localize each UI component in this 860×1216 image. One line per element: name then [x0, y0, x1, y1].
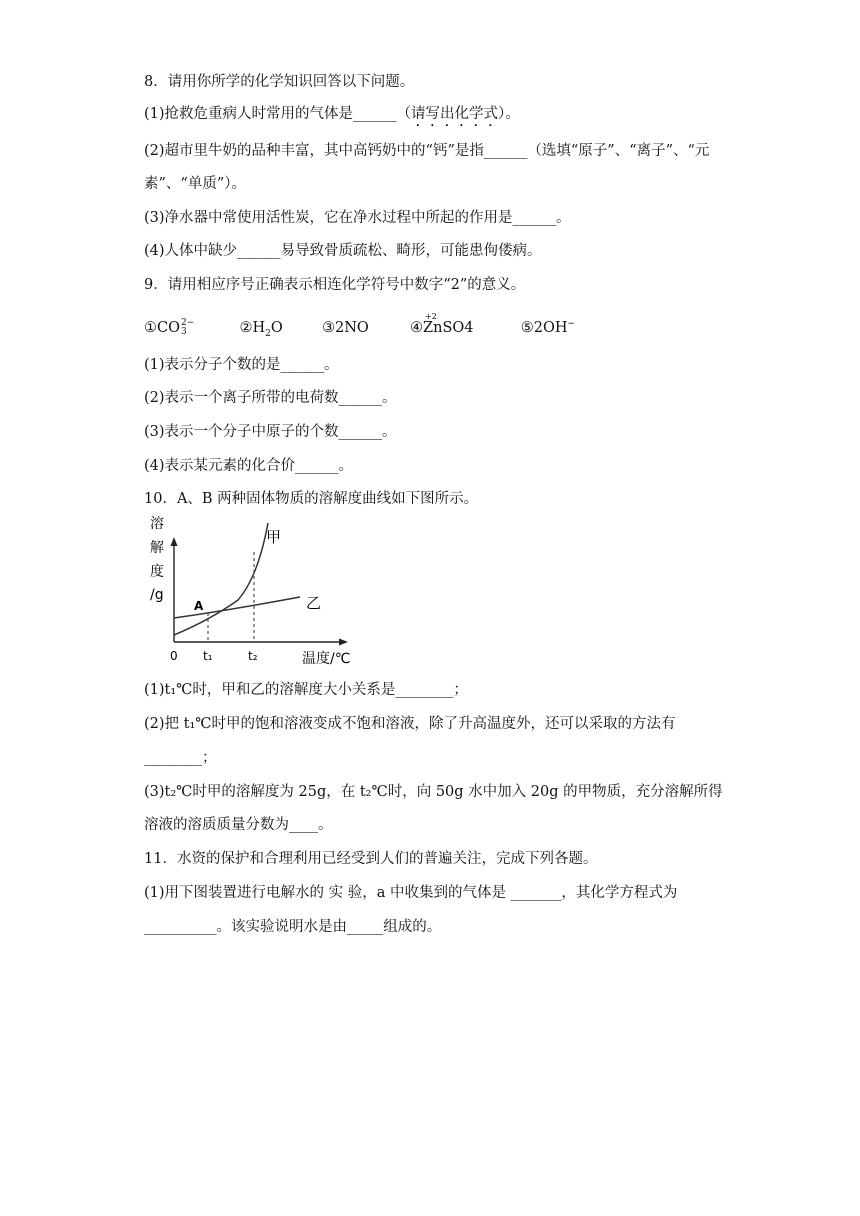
series-yi-label: 乙 — [306, 594, 322, 612]
ylabel-char-4: /g — [150, 587, 164, 603]
q10-part1: (1)t₁℃时，甲和乙的溶解度大小关系是________； — [144, 682, 468, 698]
point-a-label: A — [194, 599, 204, 613]
q9-part3: (3)表示一个分子中原子的个数______。 — [144, 424, 397, 440]
q8-part4: (4)人体中缺少______易导致骨质疏松、畸形，可能患佝偻病。 — [144, 243, 542, 259]
hydroxide-base: ⑤2OH — [520, 319, 568, 336]
zn-oxidation-state: +2 — [425, 311, 437, 321]
water-subscript: 2 — [265, 328, 271, 339]
symbol-carbonate-base: ①CO — [144, 319, 180, 336]
q9-title: 9．请用相应序号正确表示相连化学符号中数字“2”的意义。 — [144, 277, 526, 293]
tick-t1: t₁ — [203, 649, 213, 663]
xlabel: 温度/℃ — [302, 651, 351, 667]
q8-part2-line2: 素”、“单质”）。 — [144, 176, 246, 192]
q10-title: 10．A、B 两种固体物质的溶解度曲线如下图所示。 — [144, 491, 479, 507]
water-base: ②H — [239, 319, 266, 336]
zn-symbol: Zn — [423, 319, 443, 336]
series-jia-label: 甲 — [266, 528, 282, 546]
symbol-hydroxide — [521, 320, 575, 336]
tick-t2: t₂ — [248, 649, 258, 663]
q8-part1-emphasis: 请写出化学式 — [411, 106, 499, 122]
solubility-chart — [140, 515, 370, 675]
q8-part1-end: ）。 — [498, 106, 520, 122]
q9-symbols-row — [144, 311, 576, 344]
ylabel-char-1: 溶 — [150, 516, 164, 532]
q10-part3-line1: (3)t₂℃时甲的溶解度为 25g，在 t₂℃时，向 50g 水中加入 20g 的甲物质，充分溶解所得 — [144, 784, 723, 800]
symbol-carbonate — [144, 317, 195, 337]
origin-label: 0 — [170, 649, 178, 663]
q9-part4: (4)表示某元素的化合价______。 — [144, 458, 354, 474]
q8-title: 8．请用你所学的化学知识回答以下问题。 — [144, 74, 415, 90]
carbonate-subscript: 3 — [180, 326, 187, 337]
ylabel-char-2: 解 — [150, 540, 164, 556]
q11-part1-line2: __________。该实验说明水是由_____组成的。 — [144, 919, 442, 935]
water-tail: O — [270, 319, 283, 336]
so4-subscript: 4 — [464, 319, 474, 336]
q8-part1 — [144, 104, 520, 130]
y-axis-arrow — [171, 537, 178, 546]
q10-part2-line1: (2)把 t₁℃时甲的饱和溶液变成不饱和溶液，除了升高温度外，还可以采取的方法有 — [144, 716, 676, 732]
ylabel-char-3: 度 — [150, 564, 164, 580]
symbol-water — [239, 319, 283, 339]
carbonate-charge: 2− — [180, 317, 195, 328]
q11-title: 11．水资的保护和合理利用已经受到人们的普遍关注，完成下列各题。 — [144, 851, 598, 867]
q11-part1-line1: (1)用下图装置进行电解水的 实 验，a 中收集到的气体是 _______，其化学方程式为 — [144, 885, 678, 901]
q9-part2: (2)表示一个离子所带的电荷数______。 — [144, 390, 397, 406]
symbol-znso4 — [410, 311, 474, 336]
q8-part2-line1: (2)超市里牛奶的品种丰富，其中高钙奶中的“钙”是指______（选填“原子”、“离子”、“元 — [144, 143, 710, 159]
q9-part1: (1)表示分子个数的是______。 — [144, 357, 339, 373]
so-symbol: SO — [442, 319, 465, 336]
q8-part1-text: (1)抢救危重病人时常用的气体是______（ — [144, 106, 412, 122]
hydroxide-charge: − — [567, 319, 576, 329]
x-axis-arrow — [339, 639, 348, 646]
q8-part3: (3)净水器中常使用活性炭，它在净水过程中所起的作用是______。 — [144, 210, 571, 226]
znso4-number: ④ — [410, 319, 424, 336]
q10-part3-line2: 溶液的溶质质量分数为____。 — [144, 817, 333, 833]
q10-part2-line2: ________； — [144, 750, 217, 766]
symbol-2no: ③2NO — [321, 319, 369, 336]
